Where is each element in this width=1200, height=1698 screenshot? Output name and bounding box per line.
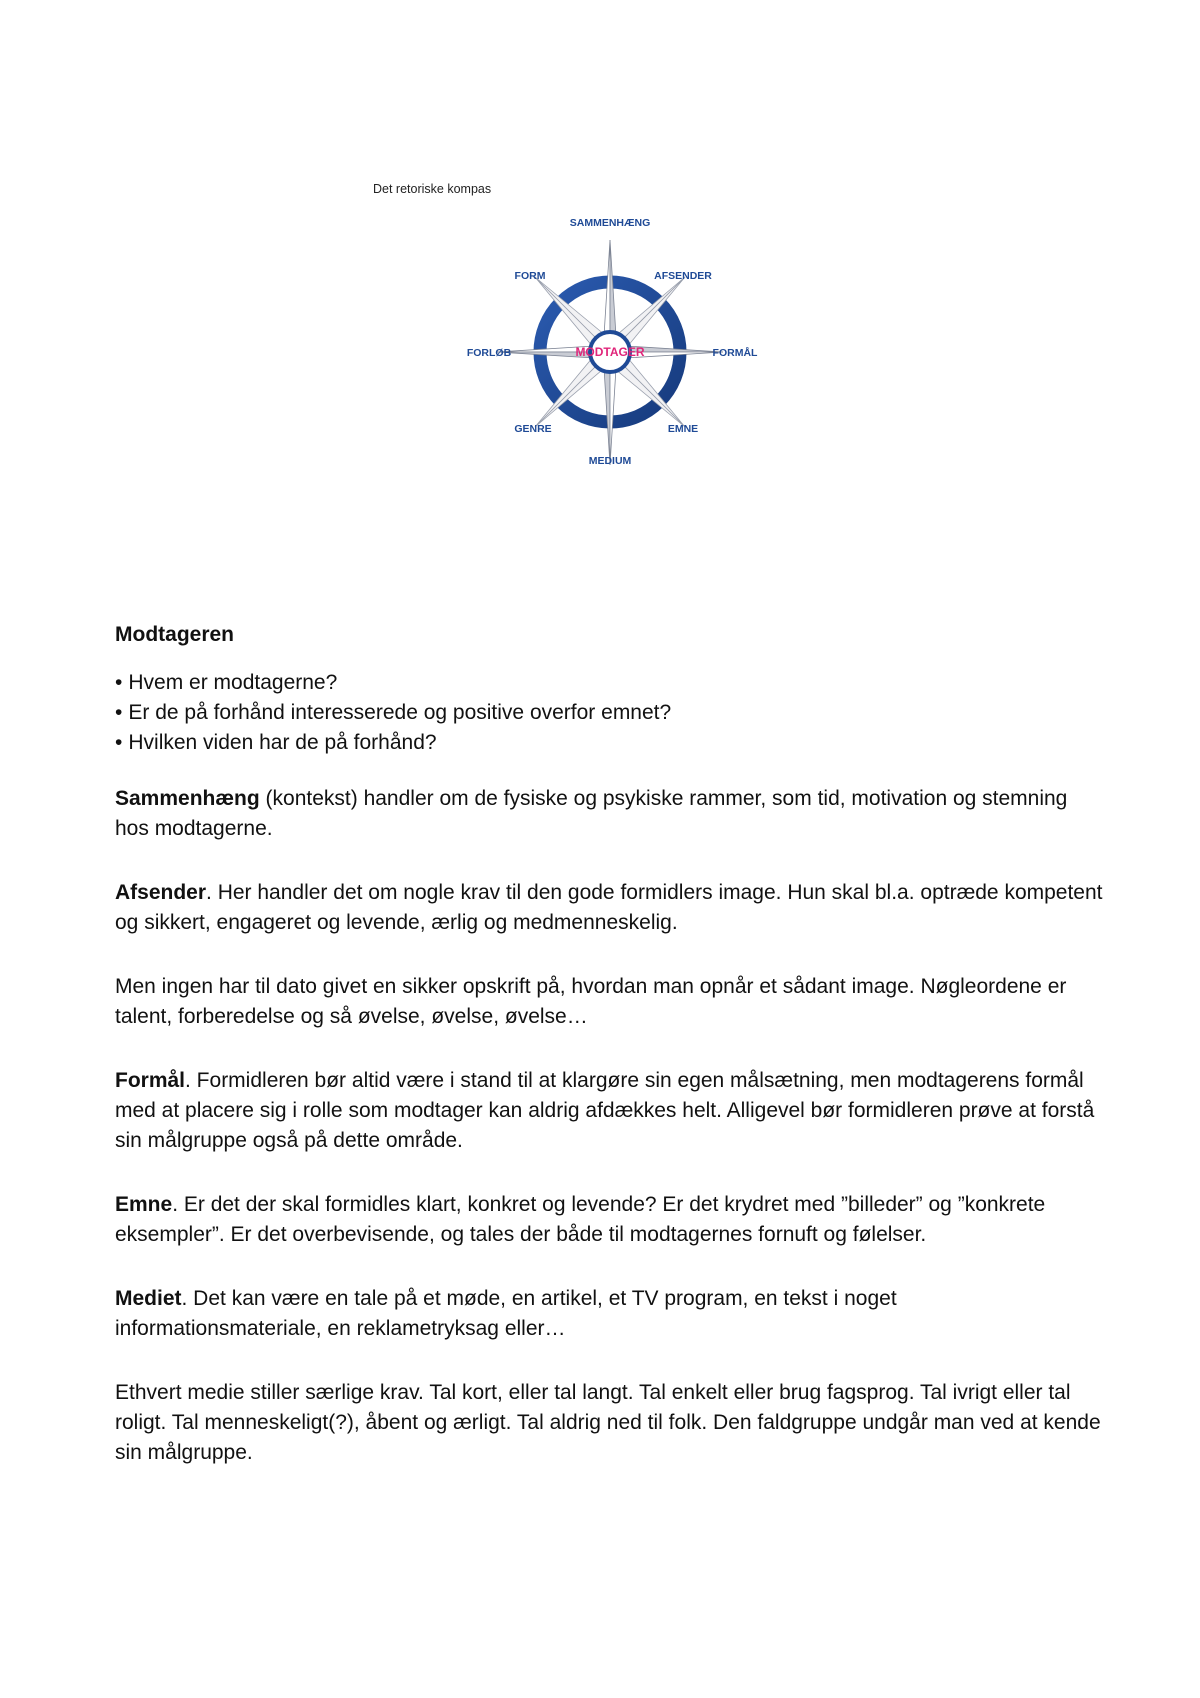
section-heading: Modtageren: [115, 623, 235, 646]
list-item: • Hvem er modtagerne?: [115, 671, 338, 694]
list-item: • Er de på forhånd interesserede og positive overfor emnet?: [115, 701, 672, 724]
paragraph-emne: Emne. Er det der skal formidles klart, konkret og levende? Er det krydret med ”billeder” og ”konkrete eksempler”. Er det overbevisende, og tales der både til modtagernes fornuft og følelser.: [115, 1193, 1046, 1246]
list-item: • Hvilken viden har de på forhånd?: [115, 731, 437, 754]
document-body: [115, 620, 1105, 1502]
compass-label-afsender: AFSENDER: [654, 270, 712, 282]
compass-label-genre: GENRE: [514, 423, 552, 435]
paragraph-formaal: Formål. Formidleren bør altid være i stand til at klargøre sin egen målsætning, men modtagerens formål med at placere sig i rolle som modtager kan aldrig afdækkes helt. Alligevel bør formidleren prøve at forstå sin målgruppe også på dette område.: [115, 1069, 1095, 1152]
bullet-marker: •: [115, 671, 123, 694]
rhetorical-compass-figure: [445, 215, 775, 515]
paragraph-mediet: Mediet. Det kan være en tale på et møde, en artikel, et TV program, en tekst i noget informationsmateriale, en reklametryksag eller…: [115, 1287, 897, 1340]
bullet-list: [115, 668, 1105, 758]
compass-label-form: FORM: [514, 270, 546, 282]
compass-label-sammenhaeng: SAMMENHÆNG: [569, 217, 651, 229]
compass-label-formaal: FORMÅL: [712, 347, 758, 359]
paragraph-medie-krav: Ethvert medie stiller særlige krav. Tal kort, eller tal langt. Tal enkelt eller brug fagsprog. Tal ivrigt eller tal roligt. Tal menneskeligt(?), åbent og ærligt. Tal aldrig ned til folk. Den faldgruppe undgår man ved at kende sin målgruppe.: [115, 1381, 1101, 1464]
paragraph-image: Men ingen har til dato givet en sikker opskrift på, hvordan man opnår et sådant image. Nøgleordene er talent, forberedelse og så øvelse, øvelse, øvelse…: [115, 975, 1067, 1028]
compass-label-emne: EMNE: [667, 423, 699, 435]
bullet-marker: •: [115, 701, 123, 724]
bullet-marker: •: [115, 731, 123, 754]
figure-caption: Det retoriske kompas: [373, 182, 492, 196]
compass-label-forloeb: FORLØB: [466, 347, 512, 359]
paragraph-afsender: Afsender. Her handler det om nogle krav til den gode formidlers image. Hun skal bl.a. optræde kompetent og sikkert, engageret og levende, ærlig og medmenneskelig.: [115, 881, 1103, 934]
paragraph-sammenhaeng: Sammenhæng (kontekst) handler om de fysiske og psykiske rammer, som tid, motivation og stemning hos modtagerne.: [115, 787, 1068, 840]
compass-center-label: MODTAGER: [575, 345, 645, 359]
compass-label-medium: MEDIUM: [588, 455, 632, 467]
